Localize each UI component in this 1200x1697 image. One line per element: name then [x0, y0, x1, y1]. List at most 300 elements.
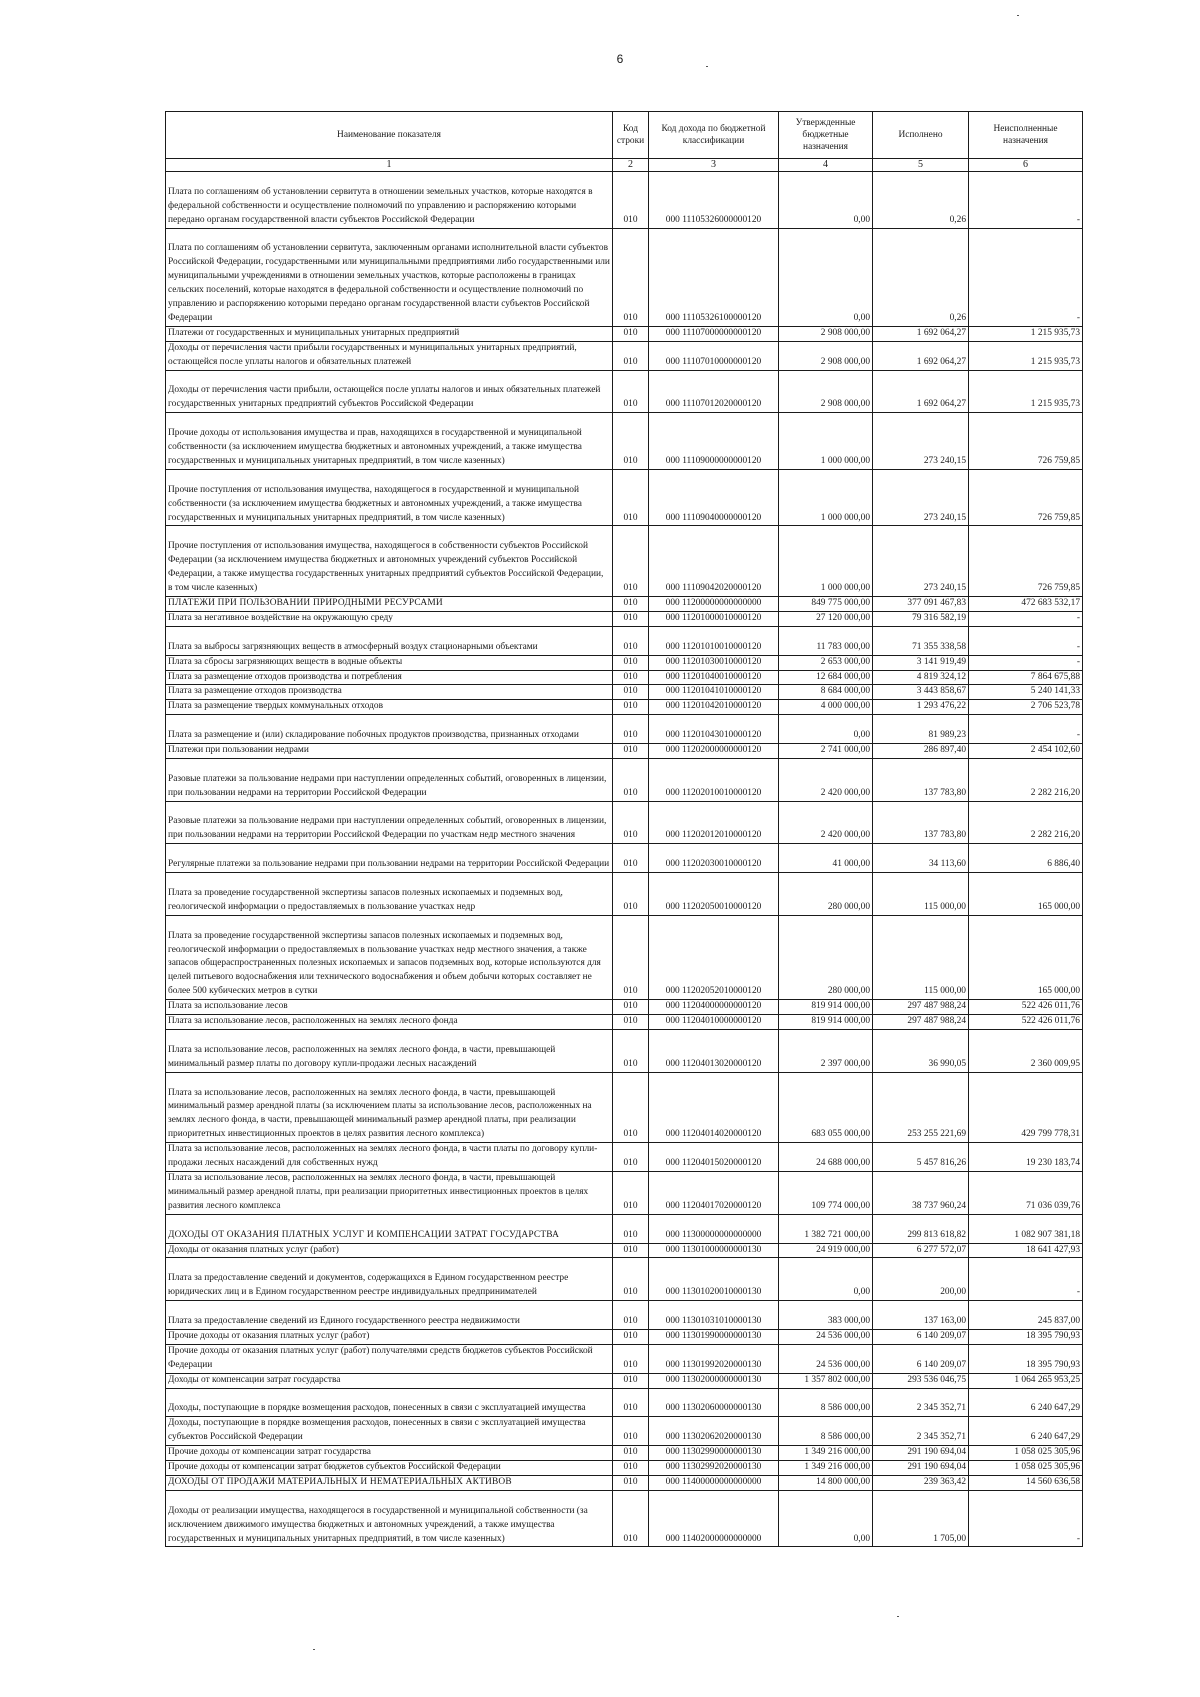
table-row: [166, 715, 1083, 744]
executed-amount-cell: 3 443 858,67: [873, 685, 969, 700]
executed-amount-cell: 1 692 064,27: [873, 326, 969, 341]
executed-amount-cell: 3 141 919,49: [873, 655, 969, 670]
table-row: [166, 1388, 1083, 1417]
executed-amount-cell: 297 487 988,24: [873, 1000, 969, 1015]
indicator-name-cell: Доходы, поступающие в порядке возмещения расходов, понесенных в связи с эксплуатацией имущества: [166, 1388, 613, 1417]
classification-code-cell: 000 11204014020000120: [649, 1072, 779, 1143]
executed-amount-cell: 293 536 046,75: [873, 1373, 969, 1388]
approved-amount-cell: 109 774 000,00: [779, 1171, 873, 1214]
executed-amount-cell: 291 190 694,04: [873, 1446, 969, 1461]
line-code-cell: 010: [613, 1072, 649, 1143]
remaining-amount-cell: -: [969, 1258, 1083, 1301]
indicator-name-cell: Плата за размещение отходов производства и потребления: [166, 670, 613, 685]
line-code-cell: 010: [613, 1475, 649, 1490]
column-number: 1: [166, 159, 613, 172]
line-code-cell: 010: [613, 172, 649, 229]
table-row: [166, 1490, 1083, 1547]
line-code-cell: 010: [613, 715, 649, 744]
scan-speck: [313, 1649, 315, 1650]
indicator-name-cell: Платежи от государственных и муниципальных унитарных предприятий: [166, 326, 613, 341]
header-indicator-name: Наименование показателя: [166, 112, 613, 159]
line-code-cell: 010: [613, 844, 649, 873]
classification-code-cell: 000 11200000000000000: [649, 596, 779, 611]
line-code-cell: 010: [613, 1000, 649, 1015]
approved-amount-cell: 8 586 000,00: [779, 1388, 873, 1417]
executed-amount-cell: 377 091 467,83: [873, 596, 969, 611]
executed-amount-cell: 81 989,23: [873, 715, 969, 744]
table-row: [166, 1446, 1083, 1461]
classification-code-cell: 000 11201040010000120: [649, 670, 779, 685]
line-code-cell: 010: [613, 1214, 649, 1243]
line-code-cell: 010: [613, 596, 649, 611]
classification-code-cell: 000 11301031010000130: [649, 1301, 779, 1330]
classification-code-cell: 000 11302000000000130: [649, 1373, 779, 1388]
remaining-amount-cell: 522 426 011,76: [969, 1000, 1083, 1015]
indicator-name-cell: Разовые платежи за пользование недрами при наступлении определенных событий, оговоренных в лицензии, при пользовании недрами на территории Российской Федерации по участкам недр местного значения: [166, 801, 613, 844]
indicator-name-cell: Плата за размещение отходов производства: [166, 685, 613, 700]
approved-amount-cell: 14 800 000,00: [779, 1475, 873, 1490]
line-code-cell: 010: [613, 626, 649, 655]
classification-code-cell: 000 11202000000000120: [649, 744, 779, 759]
indicator-name-cell: Доходы от перечисления части прибыли государственных и муниципальных унитарных предприятий, остающейся после уплаты налогов и обязательных платежей: [166, 341, 613, 370]
approved-amount-cell: 280 000,00: [779, 873, 873, 916]
executed-amount-cell: 0,26: [873, 172, 969, 229]
table-row: [166, 1301, 1083, 1330]
classification-code-cell: 000 11301992020000130: [649, 1344, 779, 1373]
remaining-amount-cell: 6 886,40: [969, 844, 1083, 873]
indicator-name-cell: Плата за использование лесов, расположенных на землях лесного фонда, в части, превышающей минимальный размер платы по договору купли-продажи лесных насаждений: [166, 1029, 613, 1072]
approved-amount-cell: 1 000 000,00: [779, 469, 873, 526]
line-code-cell: 010: [613, 1344, 649, 1373]
executed-amount-cell: 36 990,05: [873, 1029, 969, 1072]
table-row: [166, 1171, 1083, 1214]
line-code-cell: 010: [613, 1243, 649, 1258]
table-row: [166, 758, 1083, 801]
executed-amount-cell: 115 000,00: [873, 915, 969, 999]
approved-amount-cell: 2 420 000,00: [779, 801, 873, 844]
classification-code-cell: 000 11109000000000120: [649, 413, 779, 470]
remaining-amount-cell: 1 082 907 381,18: [969, 1214, 1083, 1243]
approved-amount-cell: 2 741 000,00: [779, 744, 873, 759]
executed-amount-cell: 253 255 221,69: [873, 1072, 969, 1143]
column-number: 4: [779, 159, 873, 172]
indicator-name-cell: Плата по соглашениям об установлении сервитута в отношении земельных участков, которые находятся в федеральной собственности и осуществление полномочий по управлению и распоряжению которыми передано органам государственной власти субъектов Российской Федерации: [166, 172, 613, 229]
remaining-amount-cell: -: [969, 715, 1083, 744]
executed-amount-cell: 137 783,80: [873, 801, 969, 844]
table-row: [166, 670, 1083, 685]
indicator-name-cell: Плата за использование лесов, расположенных на землях лесного фонда: [166, 1015, 613, 1030]
classification-code-cell: 000 11109042020000120: [649, 526, 779, 597]
table-row: [166, 172, 1083, 229]
table-row: [166, 228, 1083, 326]
header-approved: Утвержденные бюджетные назначения: [779, 112, 873, 159]
approved-amount-cell: 683 055 000,00: [779, 1072, 873, 1143]
executed-amount-cell: 1 692 064,27: [873, 341, 969, 370]
approved-amount-cell: 819 914 000,00: [779, 1015, 873, 1030]
executed-amount-cell: 4 819 324,12: [873, 670, 969, 685]
indicator-name-cell: Доходы от компенсации затрат государства: [166, 1373, 613, 1388]
table-row: [166, 1015, 1083, 1030]
line-code-cell: 010: [613, 370, 649, 413]
line-code-cell: 010: [613, 1446, 649, 1461]
indicator-name-cell: Доходы, поступающие в порядке возмещения расходов, понесенных в связи с эксплуатацией имущества субъектов Российской Федерации: [166, 1417, 613, 1446]
executed-amount-cell: 2 345 352,71: [873, 1417, 969, 1446]
remaining-amount-cell: 726 759,85: [969, 469, 1083, 526]
executed-amount-cell: 137 163,00: [873, 1301, 969, 1330]
line-code-cell: 010: [613, 611, 649, 626]
indicator-name-cell: Плата за использование лесов, расположенных на землях лесного фонда, в части, превышающей минимальный размер арендной платы (за исключением платы за использование лесов, расположенных на землях лесного фонда, в части, превышающей минимальный размер арендной платы, при реализации приоритетных инвестиционных проектов в целях развития лесного комплекса): [166, 1072, 613, 1143]
remaining-amount-cell: -: [969, 228, 1083, 326]
remaining-amount-cell: -: [969, 655, 1083, 670]
line-code-cell: 010: [613, 1490, 649, 1547]
indicator-name-cell: Платежи при пользовании недрами: [166, 744, 613, 759]
classification-code-cell: 000 11300000000000000: [649, 1214, 779, 1243]
indicator-name-cell: Доходы от перечисления части прибыли, остающейся после уплаты налогов и иных обязательных платежей государственных унитарных предприятий субъектов Российской Федерации: [166, 370, 613, 413]
classification-code-cell: 000 11201030010000120: [649, 655, 779, 670]
approved-amount-cell: 8 586 000,00: [779, 1417, 873, 1446]
table-row: [166, 1475, 1083, 1490]
classification-code-cell: 000 11107000000000120: [649, 326, 779, 341]
remaining-amount-cell: 726 759,85: [969, 413, 1083, 470]
indicator-name-cell: Плата за сбросы загрязняющих веществ в водные объекты: [166, 655, 613, 670]
executed-amount-cell: 6 140 209,07: [873, 1344, 969, 1373]
approved-amount-cell: 2 908 000,00: [779, 326, 873, 341]
approved-amount-cell: 1 382 721 000,00: [779, 1214, 873, 1243]
classification-code-cell: 000 11302992020000130: [649, 1461, 779, 1476]
remaining-amount-cell: 71 036 039,76: [969, 1171, 1083, 1214]
approved-amount-cell: 0,00: [779, 228, 873, 326]
indicator-name-cell: Плата за предоставление сведений и документов, содержащихся в Едином государственном реестре юридических лиц и в Едином государственном реестре индивидуальных предпринимателей: [166, 1258, 613, 1301]
table-row: [166, 655, 1083, 670]
executed-amount-cell: 299 813 618,82: [873, 1214, 969, 1243]
line-code-cell: 010: [613, 341, 649, 370]
approved-amount-cell: 2 653 000,00: [779, 655, 873, 670]
classification-code-cell: 000 11201000010000120: [649, 611, 779, 626]
approved-amount-cell: 24 536 000,00: [779, 1344, 873, 1373]
executed-amount-cell: 1 705,00: [873, 1490, 969, 1547]
line-code-cell: 010: [613, 1417, 649, 1446]
table-row: [166, 341, 1083, 370]
indicator-name-cell: Плата за негативное воздействие на окружающую среду: [166, 611, 613, 626]
approved-amount-cell: 383 000,00: [779, 1301, 873, 1330]
remaining-amount-cell: 6 240 647,29: [969, 1388, 1083, 1417]
line-code-cell: 010: [613, 915, 649, 999]
remaining-amount-cell: 522 426 011,76: [969, 1015, 1083, 1030]
approved-amount-cell: 11 783 000,00: [779, 626, 873, 655]
table-row: [166, 685, 1083, 700]
classification-code-cell: 000 11204017020000120: [649, 1171, 779, 1214]
indicator-name-cell: Прочие поступления от использования имущества, находящегося в собственности субъектов Российской Федерации (за исключением имущества бюджетных и автономных учреждений субъектов Российской Федерации, а также имущества государственных унитарных предприятий субъектов Российской Федерации, в том числе казенных): [166, 526, 613, 597]
remaining-amount-cell: -: [969, 1490, 1083, 1547]
indicator-name-cell: Прочие доходы от компенсации затрат бюджетов субъектов Российской Федерации: [166, 1461, 613, 1476]
classification-code-cell: 000 11204010000000120: [649, 1015, 779, 1030]
column-number: 3: [649, 159, 779, 172]
table-row: [166, 844, 1083, 873]
approved-amount-cell: 0,00: [779, 1258, 873, 1301]
remaining-amount-cell: 18 395 790,93: [969, 1344, 1083, 1373]
executed-amount-cell: 115 000,00: [873, 873, 969, 916]
indicator-name-cell: Прочие доходы от оказания платных услуг (работ): [166, 1329, 613, 1344]
classification-code-cell: 000 11202050010000120: [649, 873, 779, 916]
line-code-cell: 010: [613, 873, 649, 916]
table-row: [166, 611, 1083, 626]
remaining-amount-cell: -: [969, 626, 1083, 655]
executed-amount-cell: 6 277 572,07: [873, 1243, 969, 1258]
classification-code-cell: 000 11107012020000120: [649, 370, 779, 413]
remaining-amount-cell: 6 240 647,29: [969, 1417, 1083, 1446]
line-code-cell: 010: [613, 744, 649, 759]
approved-amount-cell: 1 349 216 000,00: [779, 1461, 873, 1476]
line-code-cell: 010: [613, 1301, 649, 1330]
table-row: [166, 801, 1083, 844]
executed-amount-cell: 273 240,15: [873, 413, 969, 470]
line-code-cell: 010: [613, 469, 649, 526]
indicator-name-cell: Плата за предоставление сведений из Единого государственного реестра недвижимости: [166, 1301, 613, 1330]
approved-amount-cell: 819 914 000,00: [779, 1000, 873, 1015]
executed-amount-cell: 200,00: [873, 1258, 969, 1301]
table-row: [166, 596, 1083, 611]
line-code-cell: 010: [613, 1029, 649, 1072]
classification-code-cell: 000 11204013020000120: [649, 1029, 779, 1072]
executed-amount-cell: 239 363,42: [873, 1475, 969, 1490]
column-number: 2: [613, 159, 649, 172]
approved-amount-cell: 2 908 000,00: [779, 341, 873, 370]
executed-amount-cell: 291 190 694,04: [873, 1461, 969, 1476]
classification-code-cell: 000 11107010000000120: [649, 341, 779, 370]
scan-speck: [1017, 15, 1019, 16]
table-row: [166, 1214, 1083, 1243]
executed-amount-cell: 137 783,80: [873, 758, 969, 801]
indicator-name-cell: Плата за проведение государственной экспертизы запасов полезных ископаемых и подземных вод, геологической информации о предоставляемых в пользование участках недр: [166, 873, 613, 916]
indicator-name-cell: ПЛАТЕЖИ ПРИ ПОЛЬЗОВАНИИ ПРИРОДНЫМИ РЕСУРСАМИ: [166, 596, 613, 611]
line-code-cell: 010: [613, 655, 649, 670]
executed-amount-cell: 34 113,60: [873, 844, 969, 873]
column-number: 6: [969, 159, 1083, 172]
table-row: [166, 413, 1083, 470]
approved-amount-cell: 24 919 000,00: [779, 1243, 873, 1258]
classification-code-cell: 000 11202030010000120: [649, 844, 779, 873]
approved-amount-cell: 8 684 000,00: [779, 685, 873, 700]
indicator-name-cell: Регулярные платежи за пользование недрами при пользовании недрами на территории Российской Федерации: [166, 844, 613, 873]
executed-amount-cell: 1 293 476,22: [873, 700, 969, 715]
executed-amount-cell: 71 355 338,58: [873, 626, 969, 655]
classification-code-cell: 000 11201010010000120: [649, 626, 779, 655]
approved-amount-cell: 4 000 000,00: [779, 700, 873, 715]
classification-code-cell: 000 11202012010000120: [649, 801, 779, 844]
executed-amount-cell: 2 345 352,71: [873, 1388, 969, 1417]
approved-amount-cell: 27 120 000,00: [779, 611, 873, 626]
remaining-amount-cell: 7 864 675,88: [969, 670, 1083, 685]
indicator-name-cell: Плата за размещение твердых коммунальных отходов: [166, 700, 613, 715]
classification-code-cell: 000 11105326000000120: [649, 172, 779, 229]
table-row: [166, 1417, 1083, 1446]
table-row: [166, 873, 1083, 916]
table-row: [166, 626, 1083, 655]
line-code-cell: 010: [613, 413, 649, 470]
line-code-cell: 010: [613, 801, 649, 844]
remaining-amount-cell: 2 360 009,95: [969, 1029, 1083, 1072]
indicator-name-cell: Плата за проведение государственной экспертизы запасов полезных ископаемых и подземных вод, геологической информации о предоставляемых в пользование участках недр местного значения, а также запасов общераспространенных полезных ископаемых и запасов подземных вод, которые используются для целей питьевого водоснабжения или технического водоснабжения и объем добычи которых составляет не более 500 кубических метров в сутки: [166, 915, 613, 999]
remaining-amount-cell: 1 064 265 953,25: [969, 1373, 1083, 1388]
indicator-name-cell: Прочие поступления от использования имущества, находящегося в государственной и муниципальной собственности (за исключением имущества бюджетных и автономных учреждений, а также имущества государственных и муниципальных унитарных предприятий, в том числе казенных): [166, 469, 613, 526]
classification-code-cell: 000 11302990000000130: [649, 1446, 779, 1461]
executed-amount-cell: 79 316 582,19: [873, 611, 969, 626]
page-number: 6: [616, 52, 624, 66]
line-code-cell: 010: [613, 1171, 649, 1214]
scan-speck: [897, 1616, 899, 1617]
remaining-amount-cell: 429 799 778,31: [969, 1072, 1083, 1143]
table-row: [166, 1373, 1083, 1388]
remaining-amount-cell: 1 215 935,73: [969, 370, 1083, 413]
classification-code-cell: 000 11302060000000130: [649, 1388, 779, 1417]
scan-speck: [706, 66, 708, 67]
approved-amount-cell: 0,00: [779, 172, 873, 229]
table-row: [166, 370, 1083, 413]
indicator-name-cell: Прочие доходы от компенсации затрат государства: [166, 1446, 613, 1461]
table-row: [166, 326, 1083, 341]
line-code-cell: 010: [613, 1461, 649, 1476]
line-code-cell: 010: [613, 1373, 649, 1388]
remaining-amount-cell: 245 837,00: [969, 1301, 1083, 1330]
classification-code-cell: 000 11301000000000130: [649, 1243, 779, 1258]
remaining-amount-cell: 726 759,85: [969, 526, 1083, 597]
executed-amount-cell: 297 487 988,24: [873, 1015, 969, 1030]
remaining-amount-cell: 2 454 102,60: [969, 744, 1083, 759]
line-code-cell: 010: [613, 326, 649, 341]
table-row: [166, 526, 1083, 597]
header-executed: Исполнено: [873, 112, 969, 159]
indicator-name-cell: Плата по соглашениям об установлении сервитута, заключенным органами исполнительной власти субъектов Российской Федерации, государственными или муниципальными предприятиями либо государственными или муниципальными учреждениями в отношении земельных участков, которые расположены в границах сельских поселений, которые находятся в федеральной собственности и осуществление полномочий по управлению и распоряжению которыми передано органам государственной власти субъектов Российской Федерации: [166, 228, 613, 326]
header-line-code: Код строки: [613, 112, 649, 159]
indicator-name-cell: Прочие доходы от использования имущества и прав, находящихся в государственной и муниципальной собственности (за исключением имущества бюджетных и автономных учреждений, а также имущества государственных и муниципальных унитарных предприятий, в том числе казенных): [166, 413, 613, 470]
executed-amount-cell: 286 897,40: [873, 744, 969, 759]
table-row: [166, 1000, 1083, 1015]
budget-execution-table: [165, 111, 1083, 1547]
table-row: [166, 1258, 1083, 1301]
executed-amount-cell: 6 140 209,07: [873, 1329, 969, 1344]
table-row: [166, 1243, 1083, 1258]
line-code-cell: 010: [613, 1329, 649, 1344]
table-row: [166, 1072, 1083, 1143]
header-remaining: Неисполненные назначения: [969, 112, 1083, 159]
remaining-amount-cell: 2 282 216,20: [969, 801, 1083, 844]
table-row: [166, 1143, 1083, 1172]
line-code-cell: 010: [613, 685, 649, 700]
remaining-amount-cell: 18 641 427,93: [969, 1243, 1083, 1258]
remaining-amount-cell: 2 282 216,20: [969, 758, 1083, 801]
indicator-name-cell: Доходы от оказания платных услуг (работ): [166, 1243, 613, 1258]
executed-amount-cell: 5 457 816,26: [873, 1143, 969, 1172]
table-row: [166, 700, 1083, 715]
remaining-amount-cell: 1 058 025 305,96: [969, 1461, 1083, 1476]
column-number-row: [166, 159, 1083, 172]
approved-amount-cell: 2 420 000,00: [779, 758, 873, 801]
header-budget-classification-code: Код дохода по бюджетной классификации: [649, 112, 779, 159]
line-code-cell: 010: [613, 670, 649, 685]
indicator-name-cell: Разовые платежи за пользование недрами при наступлении определенных событий, оговоренных в лицензии, при пользовании недрами на территории Российской Федерации: [166, 758, 613, 801]
classification-code-cell: 000 11201042010000120: [649, 700, 779, 715]
remaining-amount-cell: 1 215 935,73: [969, 341, 1083, 370]
approved-amount-cell: 849 775 000,00: [779, 596, 873, 611]
line-code-cell: 010: [613, 228, 649, 326]
remaining-amount-cell: 14 560 636,58: [969, 1475, 1083, 1490]
table-row: [166, 744, 1083, 759]
approved-amount-cell: 24 536 000,00: [779, 1329, 873, 1344]
approved-amount-cell: 280 000,00: [779, 915, 873, 999]
remaining-amount-cell: -: [969, 611, 1083, 626]
table-header-row: [166, 112, 1083, 159]
classification-code-cell: 000 11301990000000130: [649, 1329, 779, 1344]
classification-code-cell: 000 11204000000000120: [649, 1000, 779, 1015]
approved-amount-cell: 2 908 000,00: [779, 370, 873, 413]
approved-amount-cell: 24 688 000,00: [779, 1143, 873, 1172]
classification-code-cell: 000 11400000000000000: [649, 1475, 779, 1490]
indicator-name-cell: Плата за размещение и (или) складирование побочных продуктов производства, признанных отходами: [166, 715, 613, 744]
line-code-cell: 010: [613, 1015, 649, 1030]
line-code-cell: 010: [613, 758, 649, 801]
table-row: [166, 1461, 1083, 1476]
classification-code-cell: 000 11105326100000120: [649, 228, 779, 326]
classification-code-cell: 000 11301020010000130: [649, 1258, 779, 1301]
approved-amount-cell: 1 349 216 000,00: [779, 1446, 873, 1461]
executed-amount-cell: 0,26: [873, 228, 969, 326]
remaining-amount-cell: 1 215 935,73: [969, 326, 1083, 341]
indicator-name-cell: Прочие доходы от оказания платных услуг (работ) получателями средств бюджетов субъектов Российской Федерации: [166, 1344, 613, 1373]
approved-amount-cell: 2 397 000,00: [779, 1029, 873, 1072]
line-code-cell: 010: [613, 700, 649, 715]
indicator-name-cell: ДОХОДЫ ОТ ОКАЗАНИЯ ПЛАТНЫХ УСЛУГ И КОМПЕНСАЦИИ ЗАТРАТ ГОСУДАРСТВА: [166, 1214, 613, 1243]
table-row: [166, 469, 1083, 526]
approved-amount-cell: 1 000 000,00: [779, 526, 873, 597]
table-row: [166, 915, 1083, 999]
approved-amount-cell: 0,00: [779, 1490, 873, 1547]
indicator-name-cell: Плата за использование лесов, расположенных на землях лесного фонда, в части платы по договору купли-продажи лесных насаждений для собственных нужд: [166, 1143, 613, 1172]
approved-amount-cell: 12 684 000,00: [779, 670, 873, 685]
classification-code-cell: 000 11202052010000120: [649, 915, 779, 999]
line-code-cell: 010: [613, 526, 649, 597]
executed-amount-cell: 273 240,15: [873, 469, 969, 526]
remaining-amount-cell: 1 058 025 305,96: [969, 1446, 1083, 1461]
remaining-amount-cell: 19 230 183,74: [969, 1143, 1083, 1172]
approved-amount-cell: 0,00: [779, 715, 873, 744]
table-row: [166, 1344, 1083, 1373]
approved-amount-cell: 1 357 802 000,00: [779, 1373, 873, 1388]
executed-amount-cell: 38 737 960,24: [873, 1171, 969, 1214]
line-code-cell: 010: [613, 1258, 649, 1301]
table-row: [166, 1029, 1083, 1072]
remaining-amount-cell: -: [969, 172, 1083, 229]
remaining-amount-cell: 18 395 790,93: [969, 1329, 1083, 1344]
classification-code-cell: 000 11201043010000120: [649, 715, 779, 744]
approved-amount-cell: 1 000 000,00: [779, 413, 873, 470]
remaining-amount-cell: 165 000,00: [969, 873, 1083, 916]
line-code-cell: 010: [613, 1388, 649, 1417]
executed-amount-cell: 273 240,15: [873, 526, 969, 597]
remaining-amount-cell: 472 683 532,17: [969, 596, 1083, 611]
remaining-amount-cell: 2 706 523,78: [969, 700, 1083, 715]
indicator-name-cell: ДОХОДЫ ОТ ПРОДАЖИ МАТЕРИАЛЬНЫХ И НЕМАТЕРИАЛЬНЫХ АКТИВОВ: [166, 1475, 613, 1490]
classification-code-cell: 000 11109040000000120: [649, 469, 779, 526]
remaining-amount-cell: 5 240 141,33: [969, 685, 1083, 700]
line-code-cell: 010: [613, 1143, 649, 1172]
table-body: [166, 172, 1083, 1547]
indicator-name-cell: Плата за использование лесов, расположенных на землях лесного фонда, в части, превышающей минимальный размер арендной платы, при реализации приоритетных инвестиционных проектов в целях развития лесного комплекса: [166, 1171, 613, 1214]
executed-amount-cell: 1 692 064,27: [873, 370, 969, 413]
indicator-name-cell: Доходы от реализации имущества, находящегося в государственной и муниципальной собственности (за исключением движимого имущества бюджетных и автономных учреждений, а также имущества государственных и муниципальных унитарных предприятий, в том числе казенных): [166, 1490, 613, 1547]
classification-code-cell: 000 11204015020000120: [649, 1143, 779, 1172]
table-row: [166, 1329, 1083, 1344]
approved-amount-cell: 41 000,00: [779, 844, 873, 873]
